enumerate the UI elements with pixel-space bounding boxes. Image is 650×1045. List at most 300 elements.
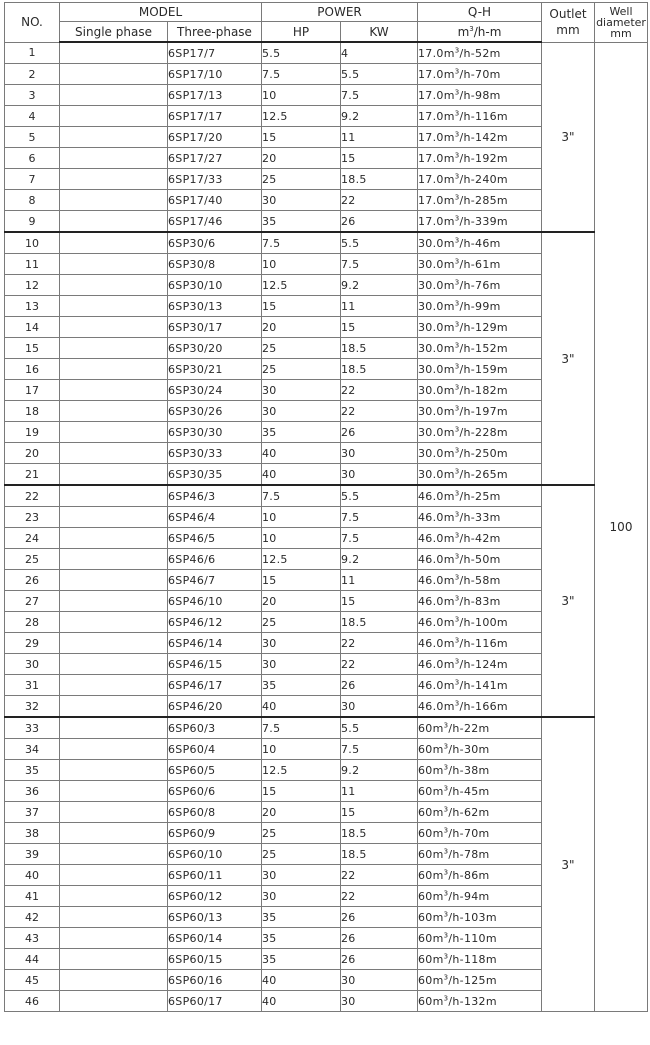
q-h-value [418, 148, 542, 169]
row-number: 13 [5, 296, 60, 317]
flow-value: 30.0m [418, 446, 455, 460]
flow-value: 46.0m [418, 636, 455, 650]
flow-value: 60m [418, 826, 444, 840]
single-phase-cell [60, 928, 168, 949]
q-h-value [418, 991, 542, 1012]
power-hp: 20 [262, 148, 341, 169]
three-phase-model: 6SP17/7 [168, 42, 262, 64]
single-phase-cell [60, 886, 168, 907]
three-phase-model: 6SP60/6 [168, 781, 262, 802]
power-hp: 25 [262, 823, 341, 844]
cube-superscript: 3 [443, 762, 449, 771]
row-number: 14 [5, 317, 60, 338]
cube-superscript: 3 [443, 909, 449, 918]
head-value: /h-124m [459, 657, 508, 671]
power-hp: 10 [262, 254, 341, 275]
cube-superscript: 3 [454, 108, 460, 117]
power-hp: 20 [262, 317, 341, 338]
q-h-value [418, 401, 542, 422]
flow-value: 17.0m [418, 151, 455, 165]
single-phase-cell [60, 612, 168, 633]
cube-superscript: 3 [454, 192, 460, 201]
power-hp: 10 [262, 528, 341, 549]
power-hp: 35 [262, 422, 341, 443]
power-kw: 7.5 [341, 85, 418, 106]
three-phase-model: 6SP60/13 [168, 907, 262, 928]
head-value: /h-94m [448, 889, 490, 903]
three-phase-model: 6SP30/6 [168, 232, 262, 254]
power-hp: 30 [262, 380, 341, 401]
three-phase-model: 6SP60/11 [168, 865, 262, 886]
power-hp: 10 [262, 85, 341, 106]
power-kw: 30 [341, 991, 418, 1012]
q-h-value [418, 190, 542, 211]
row-number: 27 [5, 591, 60, 612]
row-number: 19 [5, 422, 60, 443]
row-number: 38 [5, 823, 60, 844]
cube-superscript: 3 [454, 66, 460, 75]
q-h-value [418, 275, 542, 296]
row-number: 43 [5, 928, 60, 949]
cube-superscript: 3 [443, 993, 449, 1002]
power-kw: 7.5 [341, 507, 418, 528]
power-kw: 22 [341, 654, 418, 675]
power-kw: 26 [341, 928, 418, 949]
row-number: 5 [5, 127, 60, 148]
q-h-value [418, 85, 542, 106]
cube-superscript: 3 [454, 171, 460, 180]
row-number: 17 [5, 380, 60, 401]
row-number: 9 [5, 211, 60, 233]
q-h-value [418, 844, 542, 865]
three-phase-model: 6SP17/20 [168, 127, 262, 148]
head-value: /h-30m [448, 742, 490, 756]
cube-superscript: 3 [443, 888, 449, 897]
power-kw: 18.5 [341, 338, 418, 359]
power-kw: 11 [341, 296, 418, 317]
single-phase-cell [60, 717, 168, 739]
three-phase-model: 6SP17/40 [168, 190, 262, 211]
head-value: /h-118m [448, 952, 497, 966]
row-number: 34 [5, 739, 60, 760]
power-hp: 20 [262, 591, 341, 612]
single-phase-cell [60, 422, 168, 443]
cube-superscript: 3 [443, 972, 449, 981]
head-value: /h-22m [448, 721, 490, 735]
single-phase-cell [60, 949, 168, 970]
head-value: /h-42m [459, 531, 501, 545]
flow-value: 30.0m [418, 320, 455, 334]
power-kw: 9.2 [341, 106, 418, 127]
q-h-value [418, 464, 542, 486]
row-number: 7 [5, 169, 60, 190]
power-hp: 35 [262, 675, 341, 696]
flow-value: 17.0m [418, 130, 455, 144]
head-value: /h-152m [459, 341, 508, 355]
three-phase-model: 6SP30/10 [168, 275, 262, 296]
head-value: /h-228m [459, 425, 508, 439]
head-value: /h-86m [448, 868, 490, 882]
cube-superscript: 3 [454, 698, 460, 707]
power-hp: 30 [262, 865, 341, 886]
flow-value: 46.0m [418, 510, 455, 524]
power-hp: 35 [262, 949, 341, 970]
power-kw: 5.5 [341, 485, 418, 507]
cube-superscript: 3 [443, 951, 449, 960]
power-hp: 30 [262, 633, 341, 654]
table-header [5, 3, 648, 43]
single-phase-cell [60, 380, 168, 401]
flow-value: 46.0m [418, 678, 455, 692]
pump-spec-table [4, 2, 648, 1012]
cube-superscript: 3 [443, 846, 449, 855]
single-phase-cell [60, 275, 168, 296]
head-value: /h-70m [459, 67, 501, 81]
flow-value: 30.0m [418, 299, 455, 313]
single-phase-cell [60, 907, 168, 928]
cube-superscript: 3 [454, 235, 460, 244]
header-three-phase: Three-phase [168, 22, 262, 43]
q-h-value [418, 485, 542, 507]
table-row [5, 485, 648, 507]
flow-value: 30.0m [418, 236, 455, 250]
q-h-value [418, 739, 542, 760]
three-phase-model: 6SP17/13 [168, 85, 262, 106]
power-hp: 25 [262, 169, 341, 190]
cube-superscript: 3 [454, 45, 460, 54]
flow-value: 30.0m [418, 383, 455, 397]
three-phase-model: 6SP46/17 [168, 675, 262, 696]
flow-value: 30.0m [418, 404, 455, 418]
q-h-value [418, 443, 542, 464]
q-h-value [418, 317, 542, 338]
q-h-value [418, 528, 542, 549]
q-h-value [418, 338, 542, 359]
power-hp: 12.5 [262, 275, 341, 296]
single-phase-cell [60, 296, 168, 317]
table-row [5, 232, 648, 254]
head-value: /h-197m [459, 404, 508, 418]
q-h-value [418, 612, 542, 633]
cube-superscript: 3 [454, 424, 460, 433]
three-phase-model: 6SP60/17 [168, 991, 262, 1012]
flow-value: 60m [418, 973, 444, 987]
row-number: 36 [5, 781, 60, 802]
three-phase-model: 6SP46/6 [168, 549, 262, 570]
single-phase-cell [60, 549, 168, 570]
power-kw: 4 [341, 42, 418, 64]
power-hp: 12.5 [262, 549, 341, 570]
power-hp: 7.5 [262, 64, 341, 85]
single-phase-cell [60, 64, 168, 85]
table-body [5, 42, 648, 1012]
power-kw: 22 [341, 380, 418, 401]
power-hp: 30 [262, 401, 341, 422]
three-phase-model: 6SP60/3 [168, 717, 262, 739]
head-value: /h-98m [459, 88, 501, 102]
power-kw: 30 [341, 970, 418, 991]
row-number: 31 [5, 675, 60, 696]
power-kw: 18.5 [341, 612, 418, 633]
row-number: 6 [5, 148, 60, 169]
flow-value: 60m [418, 952, 444, 966]
row-number: 21 [5, 464, 60, 486]
power-hp: 12.5 [262, 760, 341, 781]
single-phase-cell [60, 696, 168, 718]
three-phase-model: 6SP30/24 [168, 380, 262, 401]
header-kw: KW [341, 22, 418, 43]
single-phase-cell [60, 675, 168, 696]
three-phase-model: 6SP46/10 [168, 591, 262, 612]
power-hp: 40 [262, 696, 341, 718]
single-phase-cell [60, 633, 168, 654]
q-h-value [418, 64, 542, 85]
power-hp: 40 [262, 970, 341, 991]
power-kw: 30 [341, 696, 418, 718]
head-value: /h-52m [459, 46, 501, 60]
header-single-phase: Single phase [60, 22, 168, 43]
q-h-value [418, 949, 542, 970]
row-number: 23 [5, 507, 60, 528]
flow-value: 17.0m [418, 193, 455, 207]
row-number: 1 [5, 42, 60, 64]
flow-value: 17.0m [418, 67, 455, 81]
outlet-size: 3" [542, 42, 595, 232]
cube-superscript: 3 [454, 509, 460, 518]
power-kw: 7.5 [341, 528, 418, 549]
power-kw: 5.5 [341, 717, 418, 739]
flow-value: 30.0m [418, 362, 455, 376]
power-hp: 40 [262, 443, 341, 464]
three-phase-model: 6SP46/5 [168, 528, 262, 549]
header-outlet: Outlet mm [542, 3, 595, 43]
single-phase-cell [60, 232, 168, 254]
three-phase-model: 6SP60/9 [168, 823, 262, 844]
single-phase-cell [60, 254, 168, 275]
flow-value: 60m [418, 721, 444, 735]
three-phase-model: 6SP30/21 [168, 359, 262, 380]
row-number: 44 [5, 949, 60, 970]
cube-superscript: 3 [454, 466, 460, 475]
well-diameter-value: 100 [595, 42, 648, 1012]
power-hp: 30 [262, 886, 341, 907]
q-h-value [418, 907, 542, 928]
three-phase-model: 6SP30/20 [168, 338, 262, 359]
three-phase-model: 6SP30/35 [168, 464, 262, 486]
three-phase-model: 6SP60/12 [168, 886, 262, 907]
single-phase-cell [60, 106, 168, 127]
three-phase-model: 6SP60/14 [168, 928, 262, 949]
single-phase-cell [60, 338, 168, 359]
power-hp: 35 [262, 211, 341, 233]
head-value: /h-76m [459, 278, 501, 292]
row-number: 37 [5, 802, 60, 823]
head-value: /h-192m [459, 151, 508, 165]
power-kw: 22 [341, 401, 418, 422]
power-hp: 12.5 [262, 106, 341, 127]
single-phase-cell [60, 802, 168, 823]
three-phase-model: 6SP30/8 [168, 254, 262, 275]
three-phase-model: 6SP60/8 [168, 802, 262, 823]
row-number: 15 [5, 338, 60, 359]
single-phase-cell [60, 169, 168, 190]
three-phase-model: 6SP46/20 [168, 696, 262, 718]
row-number: 24 [5, 528, 60, 549]
single-phase-cell [60, 443, 168, 464]
cube-superscript: 3 [454, 593, 460, 602]
power-kw: 30 [341, 443, 418, 464]
q-h-value [418, 254, 542, 275]
row-number: 25 [5, 549, 60, 570]
row-number: 8 [5, 190, 60, 211]
single-phase-cell [60, 401, 168, 422]
q-h-value [418, 717, 542, 739]
head-value: /h-182m [459, 383, 508, 397]
single-phase-cell [60, 211, 168, 233]
flow-value: 30.0m [418, 425, 455, 439]
flow-value: 60m [418, 742, 444, 756]
power-kw: 15 [341, 591, 418, 612]
flow-value: 46.0m [418, 594, 455, 608]
row-number: 28 [5, 612, 60, 633]
head-value: /h-78m [448, 847, 490, 861]
row-number: 12 [5, 275, 60, 296]
q-h-value [418, 106, 542, 127]
power-kw: 18.5 [341, 359, 418, 380]
qh-unit-b: /h-m [473, 24, 502, 39]
flow-value: 30.0m [418, 341, 455, 355]
cube-superscript: 3 [454, 614, 460, 623]
q-h-value [418, 865, 542, 886]
q-h-value [418, 296, 542, 317]
head-value: /h-116m [459, 109, 508, 123]
three-phase-model: 6SP60/4 [168, 739, 262, 760]
single-phase-cell [60, 570, 168, 591]
power-hp: 25 [262, 844, 341, 865]
header-qh: Q-H [418, 3, 542, 22]
q-h-value [418, 570, 542, 591]
q-h-value [418, 359, 542, 380]
row-number: 2 [5, 64, 60, 85]
row-number: 40 [5, 865, 60, 886]
power-kw: 9.2 [341, 760, 418, 781]
single-phase-cell [60, 317, 168, 338]
three-phase-model: 6SP60/5 [168, 760, 262, 781]
cube-superscript: 3 [443, 720, 449, 729]
three-phase-model: 6SP46/7 [168, 570, 262, 591]
power-hp: 10 [262, 739, 341, 760]
power-kw: 15 [341, 802, 418, 823]
head-value: /h-166m [459, 699, 508, 713]
cube-superscript: 3 [443, 867, 449, 876]
single-phase-cell [60, 464, 168, 486]
power-hp: 20 [262, 802, 341, 823]
flow-value: 60m [418, 910, 444, 924]
three-phase-model: 6SP17/10 [168, 64, 262, 85]
row-number: 46 [5, 991, 60, 1012]
q-h-value [418, 760, 542, 781]
cube-superscript: 3 [454, 572, 460, 581]
single-phase-cell [60, 127, 168, 148]
single-phase-cell [60, 528, 168, 549]
three-phase-model: 6SP60/15 [168, 949, 262, 970]
head-value: /h-46m [459, 236, 501, 250]
flow-value: 17.0m [418, 109, 455, 123]
q-h-value [418, 675, 542, 696]
power-hp: 40 [262, 991, 341, 1012]
flow-value: 60m [418, 868, 444, 882]
three-phase-model: 6SP60/10 [168, 844, 262, 865]
head-value: /h-285m [459, 193, 508, 207]
cube-superscript: 3 [454, 361, 460, 370]
row-number: 33 [5, 717, 60, 739]
single-phase-cell [60, 654, 168, 675]
flow-value: 46.0m [418, 657, 455, 671]
single-phase-cell [60, 865, 168, 886]
power-kw: 22 [341, 865, 418, 886]
head-value: /h-45m [448, 784, 490, 798]
power-kw: 26 [341, 907, 418, 928]
single-phase-cell [60, 591, 168, 612]
head-value: /h-99m [459, 299, 501, 313]
row-number: 41 [5, 886, 60, 907]
power-hp: 25 [262, 338, 341, 359]
three-phase-model: 6SP30/13 [168, 296, 262, 317]
row-number: 10 [5, 232, 60, 254]
q-h-value [418, 127, 542, 148]
outlet-size: 3" [542, 232, 595, 485]
flow-value: 46.0m [418, 531, 455, 545]
row-number: 18 [5, 401, 60, 422]
table-row [5, 717, 648, 739]
head-value: /h-70m [448, 826, 490, 840]
three-phase-model: 6SP17/46 [168, 211, 262, 233]
power-kw: 18.5 [341, 169, 418, 190]
cube-superscript: 3 [454, 340, 460, 349]
power-hp: 35 [262, 928, 341, 949]
head-value: /h-141m [459, 678, 508, 692]
cube-superscript: 3 [454, 277, 460, 286]
qh-unit-a: m [457, 24, 470, 39]
q-h-value [418, 633, 542, 654]
power-hp: 7.5 [262, 485, 341, 507]
power-hp: 35 [262, 907, 341, 928]
power-kw: 15 [341, 148, 418, 169]
three-phase-model: 6SP30/30 [168, 422, 262, 443]
power-kw: 9.2 [341, 549, 418, 570]
three-phase-model: 6SP46/4 [168, 507, 262, 528]
flow-value: 17.0m [418, 172, 455, 186]
three-phase-model: 6SP30/33 [168, 443, 262, 464]
single-phase-cell [60, 507, 168, 528]
cube-superscript: 3 [454, 677, 460, 686]
q-h-value [418, 654, 542, 675]
cube-superscript: 3 [454, 319, 460, 328]
flow-value: 60m [418, 889, 444, 903]
row-number: 35 [5, 760, 60, 781]
three-phase-model: 6SP17/33 [168, 169, 262, 190]
power-kw: 26 [341, 422, 418, 443]
power-hp: 15 [262, 781, 341, 802]
flow-value: 30.0m [418, 467, 455, 481]
head-value: /h-62m [448, 805, 490, 819]
row-number: 3 [5, 85, 60, 106]
row-number: 45 [5, 970, 60, 991]
head-value: /h-250m [459, 446, 508, 460]
head-value: /h-103m [448, 910, 497, 924]
row-number: 39 [5, 844, 60, 865]
row-number: 20 [5, 443, 60, 464]
